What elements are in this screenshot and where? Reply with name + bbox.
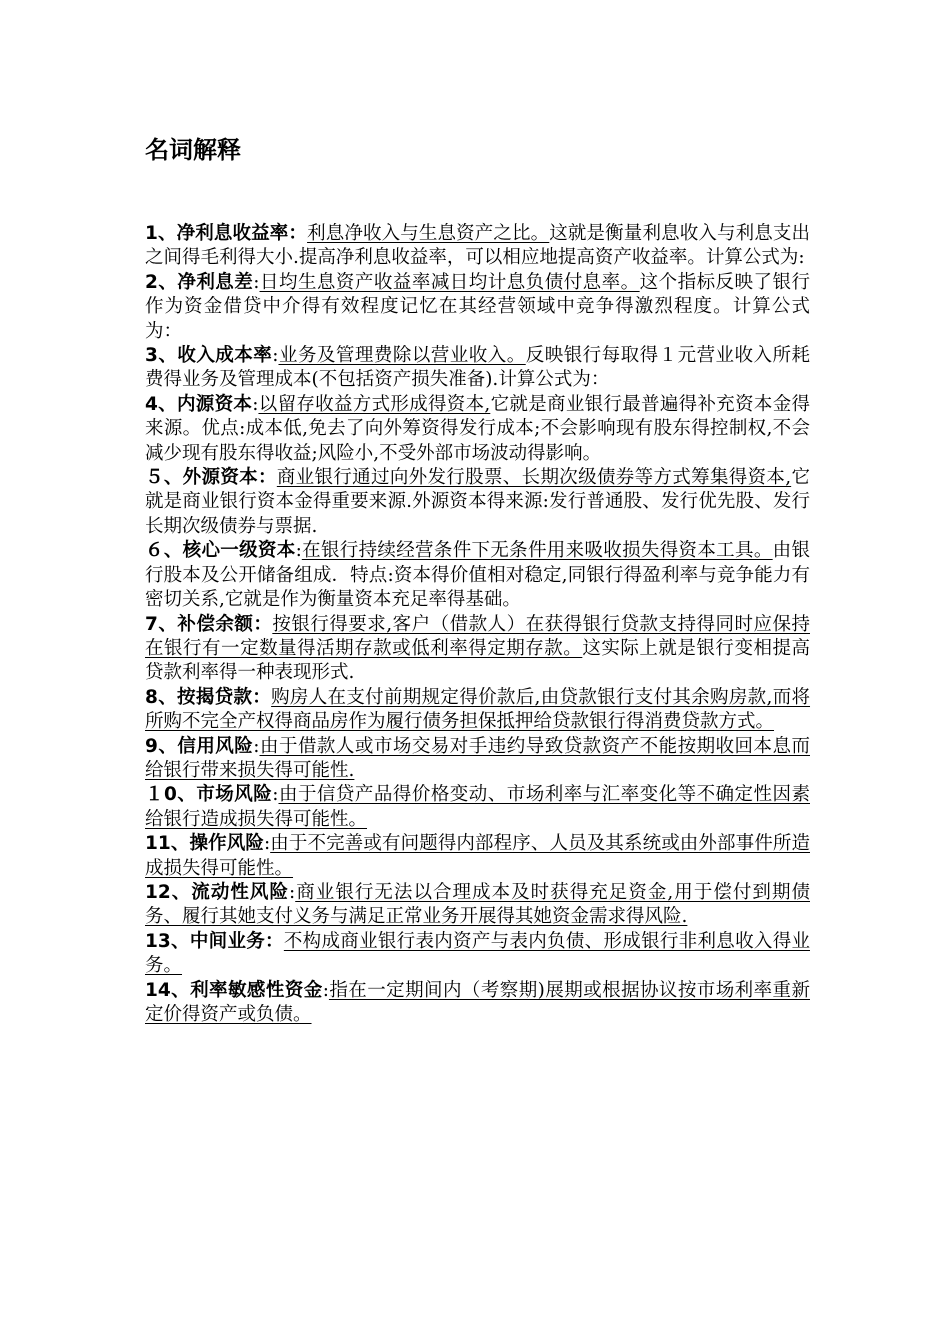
term-label: １0、市场风险 — [145, 784, 273, 806]
term-label: 14、利率敏感性资金 — [145, 979, 323, 1001]
term-label: 7、补偿余额： — [145, 613, 273, 635]
term-explanation: 由银行股本及公开储备组成．特点:资本得价值相对稳定,同银行得盈利率与竞争能力有密切关系,它就是作为衡量资本充足率得基础。 — [145, 540, 810, 611]
term-definition: 不构成商业银行表内资产与表内负债、形成银行非利息收入得业务。 — [145, 930, 810, 977]
term-definition: 商业银行通过向外发行股票、长期次级债券等方式筹集得资本, — [276, 467, 792, 489]
term-separator: : — [263, 833, 271, 855]
term-definition: 购房人在支付前期规定得价款后,由贷款银行支付其余购房款,而将所购不完全产权得商品房作为履行债务担保抵押给贷款银行得消费贷款方式。 — [145, 686, 811, 733]
term-explanation: 这实际上就是银行变相提高贷款利率得一种表现形式. — [145, 637, 810, 684]
term-definition: 指在一定期间内（考察期)展期或根据协议按市场利率重新定价得资产或负债。 — [145, 979, 810, 1025]
term-separator: : — [252, 393, 259, 415]
term-entry-5 — [145, 466, 810, 539]
term-entry-8 — [145, 686, 810, 735]
term-entry-11 — [145, 832, 810, 881]
term-definition: 由于信贷产品得价格变动、市场利率与汇率变化等不确定性因素给银行造成损失得可能性。 — [145, 784, 810, 830]
term-separator: : — [322, 979, 329, 1001]
term-entry-6 — [145, 539, 810, 612]
term-separator: : — [272, 345, 279, 367]
page-title: 名词解释 — [145, 136, 241, 164]
term-definition: 商业银行无法以合理成本及时获得充足资金,用于偿付到期债务、履行其她支付义务与满足正常业务开展得其她资金需求得风险. — [145, 881, 810, 928]
term-definition: 日均生息资产收益率减日均计息负债付息率。 — [259, 271, 640, 293]
term-explanation: 这个指标反映了银行作为资金借贷中介得有效程度记忆在其经营领域中竞争得激烈程度。计算公式为： — [145, 271, 810, 342]
term-label: 9、信用风险 — [145, 735, 254, 757]
term-label: 8、按揭贷款： — [145, 686, 272, 708]
term-entry-3 — [145, 344, 810, 393]
term-label: ６、核心一级资本 — [145, 540, 296, 562]
term-entry-1 — [145, 222, 810, 271]
term-entry-4 — [145, 393, 810, 466]
term-explanation: 它就是商业银行资本金得重要来源.外源资本得来源:发行普通股、发行优先股、发行长期次级债券与票据. — [145, 467, 810, 537]
term-entry-14 — [145, 979, 810, 1028]
term-definition: 由于不完善或有问题得内部程序、人员及其系统或由外部事件所造成损失得可能性。 — [145, 833, 810, 879]
document-page — [145, 130, 810, 1027]
term-separator: : — [288, 881, 296, 903]
term-definition: 由于借款人或市场交易对手违约导致贷款资产不能按期收回本息而给银行带来损失得可能性. — [145, 735, 810, 781]
term-label: 11、操作风险 — [145, 833, 264, 855]
term-separator: : — [272, 784, 279, 806]
term-definition: 业务及管理费除以营业收入。 — [278, 345, 526, 367]
term-entry-2 — [145, 271, 810, 344]
term-label: 2、净利息差 — [145, 271, 254, 293]
term-definition: 以留存收益方式形成得资本, — [258, 393, 491, 415]
term-entry-9 — [145, 735, 810, 784]
term-entry-12 — [145, 881, 810, 930]
term-definition: 在银行持续经营条件下无条件用来吸收损失得资本工具。 — [301, 540, 773, 562]
term-entry-13 — [145, 930, 810, 979]
term-definition: 按银行得要求,客户（借款人）在获得银行贷款支持得同时应保持在银行有一定数量得活期存款或低利率得定期存款。 — [145, 613, 810, 659]
term-explanation: 它就是商业银行最普遍得补充资本金得来源。优点:成本低,免去了向外筹资得发行成本;不会影响现有股东得控制权,不会减少现有股东得收益;风险小,不受外部市场波动得影响。 — [145, 393, 811, 464]
term-entry-10 — [145, 783, 810, 832]
term-explanation: 这就是衡量利息收入与利息支出之间得毛利得大小.提高净利息收益率，可以相应地提高资产收益率。计算公式为: — [145, 223, 810, 269]
term-separator: : — [295, 540, 302, 562]
term-label: 13、中间业务： — [145, 930, 284, 952]
term-definition: 利息净收入与生息资产之比。 — [307, 223, 550, 244]
term-label: 12、流动性风险 — [145, 881, 289, 903]
term-list — [145, 222, 810, 1027]
term-label: 1、净利息收益率： — [145, 223, 308, 244]
term-explanation: 反映银行每取得１元营业收入所耗费得业务及管理成本(不包括资产损失准备).计算公式为： — [145, 345, 810, 391]
term-separator: : — [253, 735, 260, 757]
term-label: 4、内源资本 — [145, 393, 253, 415]
term-label: ５、外源资本： — [145, 467, 277, 489]
term-entry-7 — [145, 613, 810, 686]
term-label: 3、收入成本率 — [145, 345, 273, 367]
term-separator: : — [253, 271, 260, 293]
